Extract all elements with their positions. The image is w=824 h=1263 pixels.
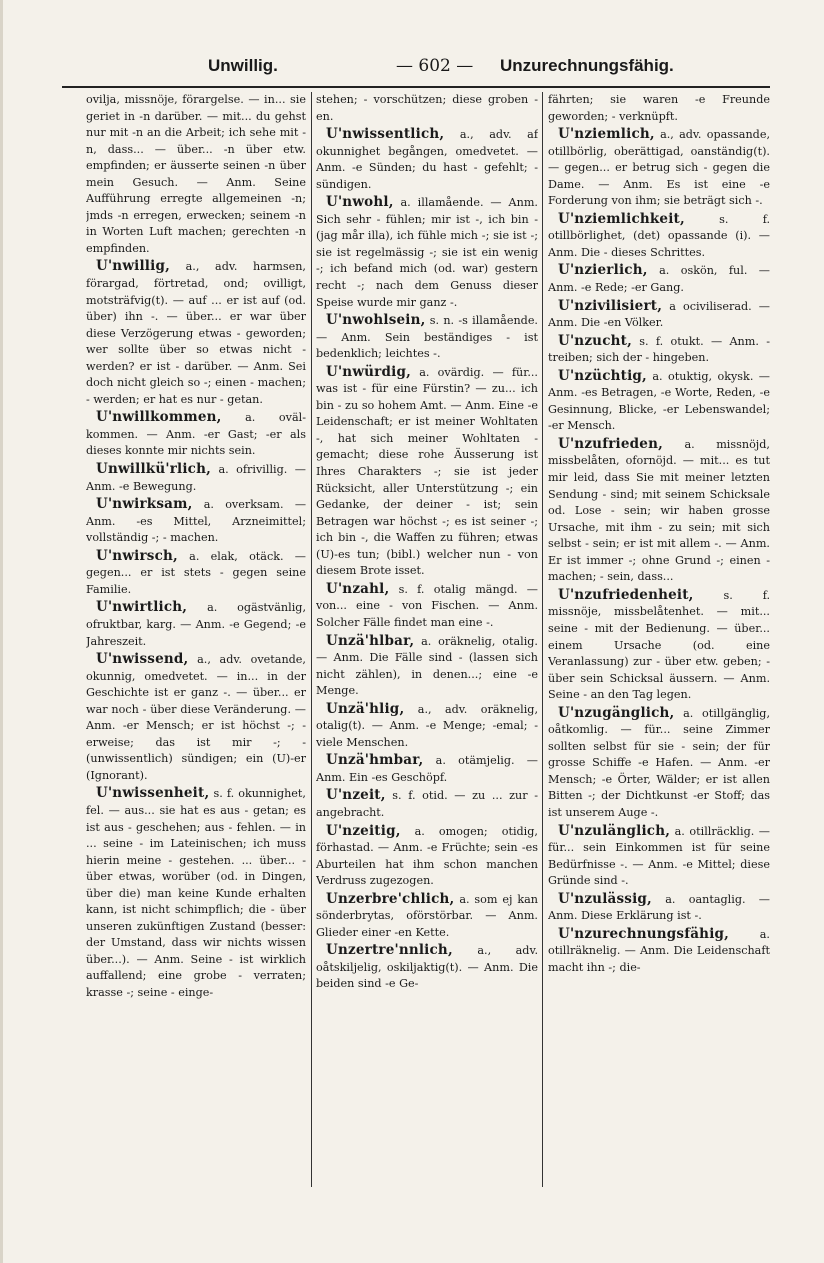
entry-headword: Unzertre'nnlich,	[326, 942, 453, 959]
dictionary-entry	[316, 942, 538, 993]
entry-definition: a. som ej kan sönderbrytas, oförstörbar. — Anm. Glieder einer -en Kette.	[316, 892, 538, 939]
dictionary-entry	[86, 461, 306, 495]
entry-headword: U'nwissenheit,	[96, 785, 210, 802]
entry-definition: s. f. otukt. — Anm. - treiben; sich der - hingeben.	[548, 334, 770, 365]
dictionary-entry	[548, 126, 770, 210]
dictionary-entry	[316, 364, 538, 580]
dictionary-entry	[548, 298, 770, 332]
entry-definition: a. otillräcklig. — für... sein Einkommen ist für seine Bedürfnisse -. — Anm. -e Mittel; diese Gründe sind -.	[548, 824, 770, 888]
entry-definition: a., adv. af okunnighet begången, omedvetet. — Anm. -e Sünden; du hast - gefehlt; - sündigen.	[316, 128, 538, 191]
dictionary-entry	[316, 701, 538, 752]
entry-definition: a. ogästvänlig, ofruktbar, karg. — Anm. -e Gegend; -e Jahreszeit.	[86, 601, 306, 648]
dictionary-entry	[316, 633, 538, 700]
entry-definition: a. otillgänglig, oåtkomlig. — für... seine Zimmer sollten selbst für sie - sein; der für grosse Schiffe -e Hafen. — Anm. -er Mensch; -e Örter, Wälder; er ist allen Bitten -; der Dichtkunst -er Stoff; das ist unserem Auge -.	[548, 706, 770, 819]
dictionary-entry	[548, 262, 770, 296]
entry-headword: U'nwillig,	[96, 258, 170, 275]
entry-definition: a. oantaglig. — Anm. Diese Erklärung ist -.	[548, 892, 770, 923]
dictionary-entry	[86, 651, 306, 784]
entry-headword: U'nzulänglich,	[558, 822, 671, 839]
dictionary-entry	[316, 787, 538, 821]
dictionary-entry	[86, 548, 306, 599]
entry-definition: a. elak, otäck. — gegen... er ist stets - gegen seine Familie.	[86, 549, 306, 596]
dictionary-entry	[316, 581, 538, 632]
entry-headword: U'nwirsch,	[96, 547, 178, 564]
entry-definition: s. f. otalig mängd. — von... eine - von Fischen. — Anm. Solcher Fälle findet man eine -.	[316, 582, 538, 629]
entry-headword: U'nzucht,	[558, 332, 632, 349]
entry-definition: a. missnöjd, missbelåten, ofornöjd. — mit... es tut mir leid, dass Sie mit meiner letzten Sendung - sind; mit seinem Schicksale od. Lose - sein; wir haben grosse Ursache, mit ihm - zu sein; mit sich selbst - sein; er ist mit allem -. — Anm. Er ist immer -; ohne Grund -; einen - machen; - sein, dass...	[548, 437, 770, 584]
dictionary-entry	[548, 368, 770, 435]
dictionary-entry	[548, 705, 770, 822]
entry-headword: U'nwirksam,	[96, 496, 193, 513]
entry-headword: U'nzufrieden,	[558, 435, 663, 452]
entry-definition: s. n. -s illamående. — Anm. Sein beständiges - ist bedenklich; leichtes -.	[316, 314, 538, 361]
entry-definition: a. otämjelig. — Anm. Ein -es Geschöpf.	[316, 754, 538, 784]
entry-definition: a. ofrivillig. — Anm. -e Bewegung.	[86, 463, 306, 493]
dictionary-entry	[316, 752, 538, 786]
entry-definition: a. illamående. — Anm. Sich sehr - fühlen; mir ist -, ich bin - (jag mår illa), ich fühle mich -; sie ist -; sie ist regelmässig -; sie ist ein wenig -; ich befand mich (od. war) gestern recht -; nach dem Genuss dieser Speise wurde mir ganz -.	[316, 196, 538, 309]
entry-headword: Unwillkü'rlich,	[96, 461, 212, 478]
page-edge-shadow	[0, 0, 3, 1263]
entry-definition: a. oskön, ful. — Anm. -e Rede; -er Gang.	[548, 264, 770, 295]
dictionary-column-1	[86, 92, 306, 1222]
entry-headword: Unzä'hlig,	[326, 700, 405, 717]
entry-headword: U'nziemlich,	[558, 126, 655, 143]
dictionary-entry	[316, 312, 538, 363]
entry-definition: s. f. missnöje, missbelåtenhet. — mit... seine - mit der Bedienung. — über... einem Ursache (od. eine Veranlassung) zur - über etw. geben; - über sein Schicksal äussern. — Anm. Seine - an den Tag legen.	[548, 588, 770, 702]
dictionary-entry	[316, 92, 538, 125]
entry-headword: U'nwohl,	[326, 194, 394, 211]
dictionary-column-2	[316, 92, 538, 1222]
entry-headword: U'nzurechnungsfähig,	[558, 925, 730, 942]
header-first-word: Unwillig.	[208, 56, 278, 75]
entry-headword: U'nzüchtig,	[558, 367, 647, 384]
dictionary-entry	[548, 587, 770, 704]
dictionary-entry	[86, 496, 306, 547]
dictionary-entry	[548, 92, 770, 125]
dictionary-entry	[86, 409, 306, 460]
entry-definition: s. f. otid. — zu ... zur - angebracht.	[316, 789, 538, 819]
dictionary-entry	[86, 599, 306, 650]
entry-headword: U'nzulässig,	[558, 890, 652, 907]
entry-headword: U'nwissentlich,	[326, 126, 445, 143]
entry-headword: U'nzugänglich,	[558, 704, 675, 721]
entry-headword: U'nziemlichkeit,	[558, 210, 685, 227]
entry-headword: U'nzeitig,	[326, 822, 401, 839]
entry-headword: U'nzierlich,	[558, 262, 648, 279]
entry-definition: stehen; - vorschützen; diese groben -en.	[316, 93, 538, 123]
entry-definition: a. omogen; otidig, förhastad. — Anm. -e Früchte; sein -es Aburteilen hat ihm schon manchen Verdruss zugezogen.	[316, 824, 538, 888]
entry-definition: a., adv. ovetande, okunnig, omedvetet. — in... in der Geschichte ist er ganz -. — über... er war noch - über diese Veränderung. — Anm. -er Mensch; er ist höchst -; -erweise; das ist mir -; - (unwissentlich) sündigen; ein (U)-er (Ignorant).	[86, 653, 306, 782]
dictionary-entry	[86, 92, 306, 257]
entry-definition: a., adv. oåtskiljelig, oskiljaktig(t). — Anm. Die beiden sind -e Ge-	[316, 944, 538, 991]
entry-headword: U'nzufriedenheit,	[558, 586, 694, 603]
entry-definition: a. ovärdig. — für... was ist - für eine Fürstin? — zu... ich bin - zu so hohem Amt. — Anm. Eine -e Leidenschaft; er ist meiner Wohltaten -, hat sich meiner Wohltaten - gemacht; diese rohe Äusserung ist Ihres Charakters -; sie ist jeder Rücksicht, aller Unterstützung -; ein Gedanke, der deiner - ist; sein Betragen war höchst -; es ist seiner -; ich bin -, die Waffen zu führen; etwas (U)-es tun; (bibl.) welcher nun - von diesem Brote isset.	[316, 365, 538, 578]
entry-definition: a. oräknelig, otalig. — Anm. Die Fälle sind - (lassen sich nicht zählen), in denen...; eine -e Menge.	[316, 634, 538, 698]
entry-headword: U'nwillkommen,	[96, 409, 222, 426]
entry-headword: U'nzahl,	[326, 580, 390, 597]
entry-headword: U'nwissend,	[96, 651, 189, 668]
entry-definition: a., adv. opassande, otillbörlig, oberättigad, oanständig(t). — gegen... er betrug sich - gegen die Dame. — Anm. Es ist eine -e Forderung von ihm; sie beträgt sich -.	[548, 128, 770, 208]
entry-headword: Unzä'hmbar,	[326, 752, 424, 769]
entry-headword: U'nzivilisiert,	[558, 297, 663, 314]
column-divider	[542, 92, 543, 1187]
dictionary-entry	[86, 785, 306, 1001]
entry-definition: s. f. otillbörlighet, (det) opassande (i). — Anm. Die - dieses Schrittes.	[548, 212, 770, 259]
dictionary-entry	[316, 891, 538, 942]
dictionary-entry	[548, 436, 770, 586]
header-rule	[62, 86, 770, 88]
dictionary-entry	[548, 333, 770, 367]
entry-definition: fährten; sie waren -e Freunde geworden; - verknüpft.	[548, 93, 770, 123]
entry-definition: a. otillräknelig. — Anm. Die Leidenschaft macht ihn -; die-	[548, 927, 770, 974]
entry-definition: a ociviliserad. — Anm. Die -en Völker.	[548, 299, 770, 330]
entry-definition: a. overksam. — Anm. -es Mittel, Arzneimittel; vollständig -; - machen.	[86, 498, 306, 545]
entry-definition: a. otuktig, okysk. — Anm. -es Betragen, -e Worte, Reden, -e Gesinnung, Blicke, -er Lebenswandel; -er Mensch.	[548, 369, 770, 433]
entry-definition: a., adv. oräknelig, otalig(t). — Anm. -e Menge; -emal; - viele Menschen.	[316, 702, 538, 749]
column-divider	[311, 92, 312, 1187]
entry-headword: U'nzeit,	[326, 787, 386, 804]
dictionary-entry	[86, 258, 306, 408]
entry-headword: Unzerbre'chlich,	[326, 890, 455, 907]
dictionary-entry	[548, 891, 770, 925]
entry-headword: U'nwürdig,	[326, 363, 411, 380]
dictionary-entry	[316, 126, 538, 193]
running-header	[60, 54, 770, 80]
entry-definition: ovilja, missnöje, förargelse. — in... sie geriet in -n darüber. — mit... du gehst nur mit -n an die Arbeit; ich sehe mit -n, dass... — über... -n über etw. empfinden; er äusserte seinen -n über mein Gesuch. — Anm. Seine Aufführung erregte allgemeinen -n; jmds -n erregen, erwecken; seinem -n in Worten Luft machen; gerechten -n empfinden.	[86, 93, 306, 255]
header-last-word: Unzurechnungsfähig.	[500, 56, 674, 75]
entry-headword: U'nwirtlich,	[96, 599, 188, 616]
entry-definition: s. f. okunnighet, fel. — aus... sie hat es aus - getan; es ist aus - geschehen; aus - fehlen. — in ... seine - im Lateinischen; ich muss hierin meine - gestehen. ... über... - über etwas, worüber (od. in Dingen, über die) man keine Kunde erhalten kann, ist nicht schimpflich; die - über unseren zukünftigen Zustand (besser: der Umstand, dass wir nichts wissen über...). — Anm. Seine - ist wirklich auffallend; eine grobe - verraten; krasse -; seine - einge-	[86, 787, 306, 999]
page-number: — 602 —	[396, 56, 474, 76]
dictionary-entry	[548, 211, 770, 262]
entry-definition: a. oväl-kommen. — Anm. -er Gast; -er als dieses konnte mir nichts sein.	[86, 411, 306, 458]
dictionary-column-3	[548, 92, 770, 1222]
dictionary-entry	[316, 194, 538, 311]
dictionary-entry	[548, 926, 770, 977]
entry-headword: Unzä'hlbar,	[326, 632, 415, 649]
dictionary-entry	[316, 823, 538, 890]
dictionary-entry	[548, 823, 770, 890]
entry-headword: U'nwohlsein,	[326, 312, 426, 329]
entry-definition: a., adv. harmsen, förargad, förtretad, ond; ovilligt, motsträfvig(t). — auf ... er ist auf (od. über) ihn -. — über... er war über diese Verzögerung etwas - geworden; wer sollte über so etwas nicht - werden? er ist - darüber. — Anm. Sei doch nicht gleich so -; einen - machen; - werden; er hat es nur - getan.	[86, 260, 306, 406]
